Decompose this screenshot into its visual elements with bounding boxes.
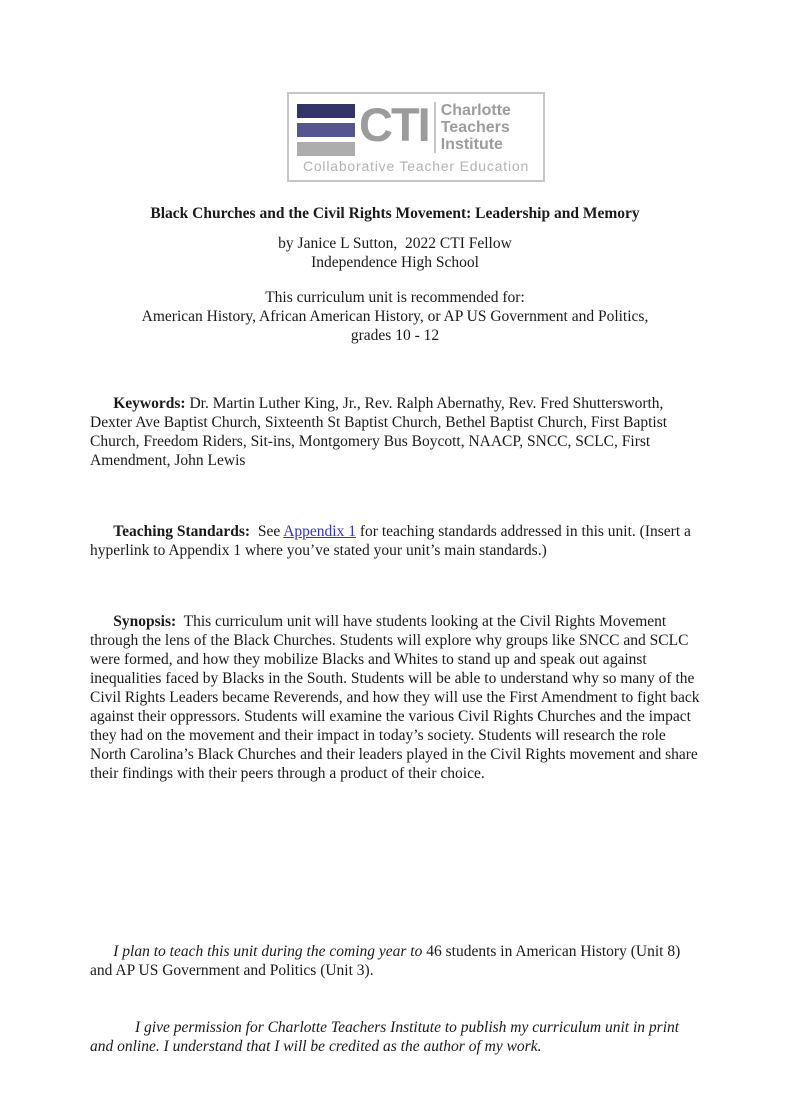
- recommended-block: [90, 288, 700, 345]
- synopsis-text: This curriculum unit will have students looking at the Civil Rights Movement through the lens of the Black Churches. Students will explore why groups like SNCC and SCLC were formed, and how they mobilize Blacks and Whites to stand up and speak out against inequalities faced by Blacks in the South. Students will be able to understand why so many of the Civil Rights Leaders became Reverends, and how they will use the First Amendment to fight back against their oppressors. Students will examine the various Civil Rights Churches and the impact they had on the movement and their impact in today’s society. Students will research the role North Carolina’s Black Churches and their leaders played in the Civil Rights movement and share their findings with their peers through a product of their choice.: [90, 613, 704, 782]
- logo-bar-top: [297, 104, 355, 118]
- teaching-standards-pre-link: See: [250, 523, 284, 540]
- author-byline: by Janice L Sutton, 2022 CTI Fellow: [278, 235, 512, 252]
- keywords-label: Keywords:: [113, 395, 186, 412]
- cti-logo-acronym: CTI: [359, 98, 429, 151]
- teaching-standards-post-link: for teaching standards addressed in this unit. (Insert a hyperlink to Appendix 1 where you’ve stated your unit’s main standards.): [90, 523, 695, 559]
- logo-bar-middle: [297, 123, 355, 137]
- logo-bar-bottom: [297, 142, 355, 156]
- org-name-line3: Institute: [440, 136, 503, 153]
- plan-statement-regular: 46 students in American History (Unit 8) and AP US Government and Politics (Unit 3).: [90, 943, 685, 979]
- page-title: Black Churches and the Civil Rights Movement: Leadership and Memory: [150, 205, 640, 222]
- teaching-standards-paragraph: [90, 503, 700, 579]
- org-name-line2: Teachers: [440, 119, 510, 136]
- appendix-1-link[interactable]: Appendix 1: [283, 523, 356, 540]
- cti-logo-top-row: [297, 98, 535, 153]
- byline-block: [90, 234, 700, 272]
- recommended-line2: American History, African American History, or AP US Government and Politics,: [141, 308, 649, 325]
- document-content: [0, 204, 791, 1056]
- author-school: Independence High School: [311, 254, 479, 271]
- recommended-line3: grades 10 - 12: [350, 327, 440, 344]
- cti-logo-org-name: [434, 102, 511, 153]
- keywords-paragraph: [90, 375, 700, 489]
- recommended-line1: This curriculum unit is recommended for:: [265, 289, 525, 306]
- cti-logo: [287, 92, 545, 182]
- keywords-text: Dr. Martin Luther King, Jr., Rev. Ralph Abernathy, Rev. Fred Shuttersworth, Dexter Ave Baptist Church, Sixteenth St Baptist Church, Bethel Baptist Church, First Baptist Church, Freedom Riders, Sit-ins, Montgomery Bus Boycott, NAACP, SNCC, SCLC, First Amendment, John Lewis: [90, 395, 671, 469]
- synopsis-paragraph: [90, 593, 704, 802]
- plan-statement-paragraph: [90, 923, 700, 999]
- teaching-standards-label: Teaching Standards:: [113, 523, 251, 540]
- synopsis-label: Synopsis:: [113, 613, 177, 630]
- plan-statement-italic: I plan to teach this unit during the coming year to: [113, 943, 423, 960]
- permission-statement-paragraph: I give permission for Charlotte Teachers Institute to publish my curriculum unit in print and online. I understand that I will be credited as the author of my work.: [90, 1019, 680, 1055]
- document-page: [0, 92, 791, 1116]
- org-name-line1: Charlotte: [440, 102, 511, 119]
- cti-logo-tagline: Collaborative Teacher Education: [302, 158, 530, 174]
- cti-logo-bars-icon: [297, 104, 355, 156]
